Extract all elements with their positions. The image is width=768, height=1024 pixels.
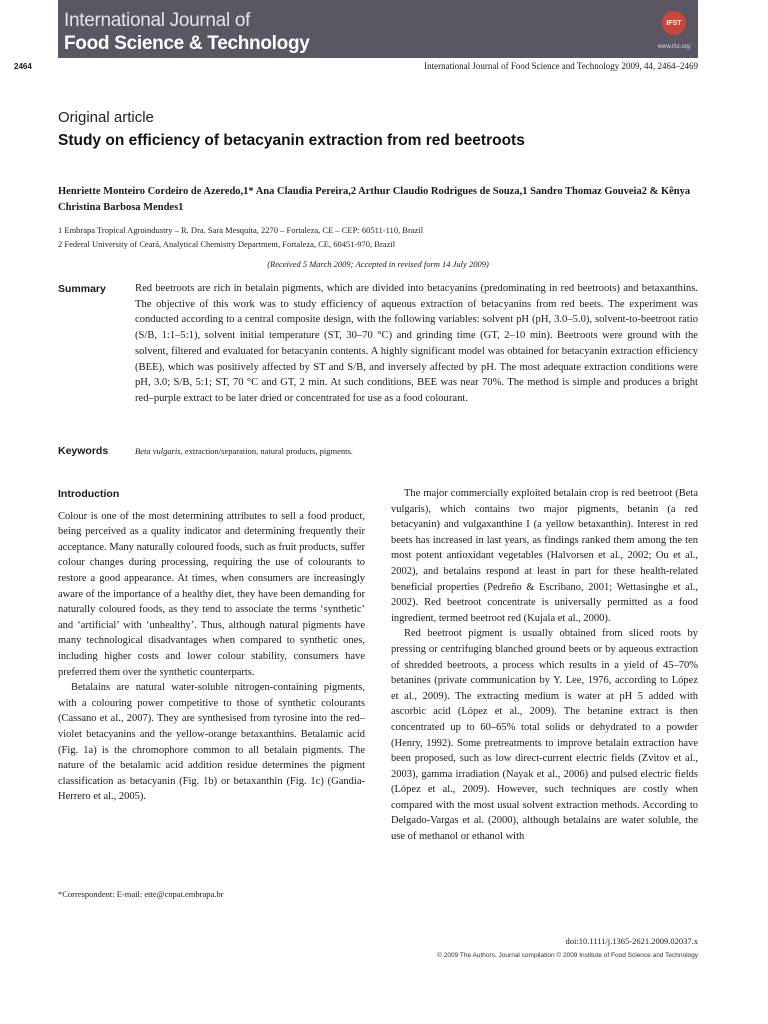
summary-text: Red beetroots are rich in betalain pigments, which are divided into betacyanins (predominating in red beetroots) and betaxanthins. The objective of this work was to study efficiency of aqueous extraction of betacyanins from red beets. The experiment was conducted according to a central composite design, with the following variables: solvent pH (pH, 3.0–5.0), solvent-to-beetroot ratio (S/B, 1:1–5:1), solvent initial temperature (ST, 30–70 °C) and grinding time (GT, 2–10 min). Beetroots were ground with the solvent, filtered and evaluated for betacyanin contents. A highly significant model was obtained for betacyanin extraction efficiency (BEE), which was positively affected by ST and S/B, and inversely affected by pH. The most adequate extraction conditions were pH, 3.0; S/B, 5:1; ST, 70 °C and GT, 2 min. At such conditions, BEE was near 70%. The method is simple and produces a bright red–purple extract to be later dried or concentrated for use as a food colourant. — [135, 283, 698, 404]
keywords-text — [135, 446, 353, 456]
page-number: 2464 — [14, 62, 32, 71]
intro-paragraph-1: Colour is one of the most determining attributes to sell a food product, being perceived as a quality indicator and determining frequently their acceptance. Many naturally coloured foods, such as fruit products, suffer colour changes during processing, requiring the use of colourants to restore a good appearance. At times, when consumers are increasingly aware of the importance of a healthy diet, they have been demanding for naturally coloured foods, as they tend to associate the terms ‘synthetic’ and ‘artificial’ with ‘unhealthy’. Thus, although natural pigments have many technological disadvantages when compared to synthetic ones, including higher costs and lower colour stability, consumers have preferred them over the synthetic counterparts. — [58, 510, 365, 678]
right-paragraph-1: The major commercially exploited betalain crop is red beetroot (Beta vulgaris), which contains two major pigments, betanin (a red betacyanin) and vulgaxanthine I (a yellow betaxanthin). Interest in red beets has increased in last years, as findings ranked them among the ten most potent antioxidant vegetables (Halvorsen et al., 2002; Ou et al., 2002), and betalains respond at least in part for these health-related beneficial properties (Pedreño & Escribano, 2001; Wettasinghe et al., 2002). Red beetroot concentrate is universally permitted as a food ingredient, termed beetroot red (Kujala et al., 2000). — [391, 488, 698, 624]
keyword-beta-vulgaris: Beta vulgaris, — [135, 446, 183, 456]
running-head: International Journal of Food Science and Technology 2009, 44, 2464–2469 — [424, 61, 698, 71]
introduction-heading: Introduction — [58, 488, 120, 500]
ifst-logo: IFST — [662, 11, 686, 35]
left-column — [58, 486, 365, 805]
journal-name-line2: Food Science & Technology — [64, 33, 310, 54]
right-column — [391, 486, 698, 845]
journal-banner — [58, 0, 698, 58]
copyright: © 2009 The Authors. Journal compilation © 2009 Institute of Food Science and Technology — [437, 952, 698, 959]
article-title: Study on efficiency of betacyanin extraction from red beetroots — [58, 132, 525, 149]
correspondent-note: *Correspondent: E-mail: ette@cnpat.embrapa.br — [58, 889, 224, 899]
affiliation-2: 2 Federal University of Ceará, Analytical Chemistry Department, Fortaleza, CE, 60451-970, Brazil — [58, 239, 396, 249]
journal-name-line1: International Journal of — [64, 10, 251, 31]
article-type: Original article — [58, 109, 154, 126]
keywords-label: Keywords — [58, 445, 109, 457]
right-paragraph-2: Red beetroot pigment is usually obtained from sliced roots by pressing or centrifuging blanched ground beets or by aqueous extraction of shredded beetroots, a process which results in a yield of 45–70% betanines (private communication by Y. Lee, 1976, according to López et al., 2009). The extracting medium is water at pH 5 added with ascorbic acid (López et al., 2009). The betanine extract is then concentrated up to 60–65% total solids or dehydrated to a powder (Henry, 1992). Some pretreatments to improve betalain extraction have been proposed, such as low direct-current electric fields (Zvitov et al., 2003), gamma irradiation (Nayak et al., 2006) and pulsed electric fields (López et al., 2009). However, such techniques are costly when compared with the most usual solvent extraction methods. According to Delgado-Vargas et al. (2000), although betalains are water soluble, the use of methanol or ethanol with — [391, 628, 698, 843]
intro-paragraph-2: Betalains are natural water-soluble nitrogen-containing pigments, with a colouring power competitive to those of synthetic colourants (Cassano et al., 2007). They are synthesised from tyrosine into the red–violet betacyanins and the yellow-orange betaxanthins. Betalamic acid (Fig. 1a) is the chromophore common to all betalain pigments. The nature of the betalamic acid addition residue determines the pigment classification as betacyanin (Fig. 1b) or betaxanthin (Fig. 1c) (Gandia-Herrero et al., 2005). — [58, 682, 365, 803]
summary-label: Summary — [58, 283, 106, 295]
doi: doi:10.1111/j.1365-2621.2009.02037.x — [565, 936, 698, 946]
received-dates: (Received 5 March 2009; Accepted in revised form 14 July 2009) — [267, 259, 489, 269]
affiliation-1: 1 Embrapa Tropical Agroindustry – R. Dra. Sara Mesquita, 2270 – Fortaleza, CE – CEP: 60511-110, Brazil — [58, 225, 424, 235]
logo-url: www.ifst.org — [657, 44, 690, 50]
keywords-rest: extraction/separation, natural products, pigments. — [182, 446, 353, 456]
author-list: Henriette Monteiro Cordeiro de Azeredo,1* Ana Claudia Pereira,2 Arthur Claudio Rodrigues de Souza,1 Sandro Thomaz Gouveia2 & Kênya Christina Barbosa Mendes1 — [58, 186, 691, 213]
